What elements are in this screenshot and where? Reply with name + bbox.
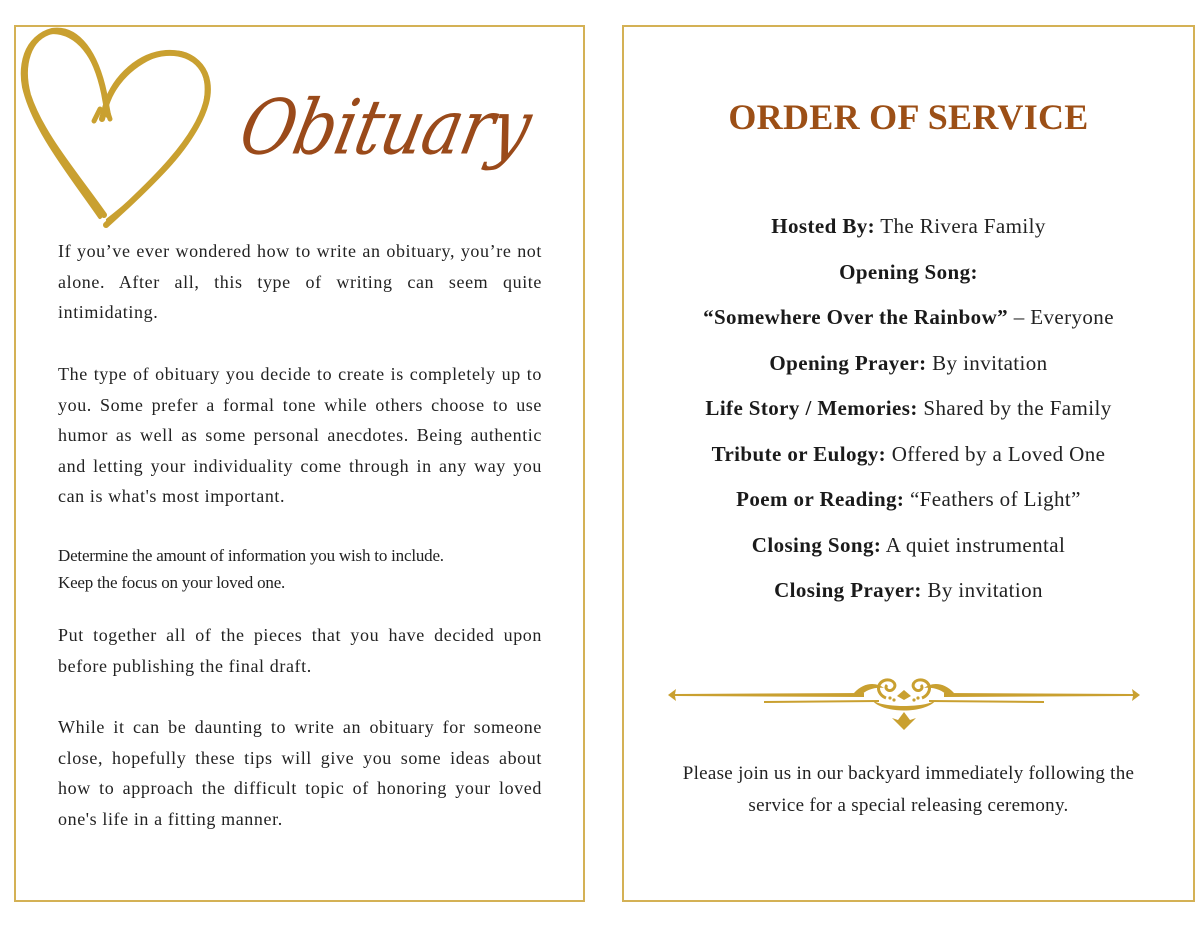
paragraph-text: While it can be daunting to write an obituary for someone close, hopefully these tips will give you some ideas about how to approach the difficult topic of honoring your loved one's life in a fitting manner. [58, 717, 542, 829]
service-item-hosted-by [624, 204, 1193, 250]
item-value: Offered by a Loved One [886, 441, 1106, 466]
service-item-tribute [624, 432, 1193, 478]
item-label: Opening Song: [839, 259, 978, 284]
order-of-service-title: ORDER OF SERVICE [728, 97, 1089, 137]
item-label: Closing Song: [751, 532, 882, 557]
footer-line: service for a special releasing ceremony. [748, 795, 1069, 816]
paragraph-closing [58, 712, 542, 834]
item-value: A quiet instrumental [881, 532, 1066, 557]
item-label: Hosted By: [771, 214, 876, 238]
service-item-song-title [624, 295, 1193, 341]
paragraph-type [58, 359, 542, 512]
service-list [624, 204, 1193, 614]
service-item-closing-song [624, 523, 1193, 569]
item-value: “Feathers of Light” [904, 487, 1081, 511]
item-label: Poem or Reading: [736, 487, 905, 511]
service-item-opening-prayer [624, 341, 1193, 387]
ornamental-divider-icon [664, 670, 1144, 732]
service-item-opening-song [624, 250, 1193, 296]
item-value: The Rivera Family [875, 214, 1046, 238]
item-label: Tribute or Eulogy: [711, 441, 887, 466]
service-item-poem [624, 477, 1193, 523]
footer-line: Please join us in our backyard immediately following the [682, 763, 1135, 784]
item-label: Life Story / Memories: [705, 396, 918, 420]
item-label: Opening Prayer: [769, 350, 927, 375]
paragraph-determine [58, 542, 542, 596]
paragraph-text: The type of obituary you decide to create is completely up to you. Some prefer a formal tone while others choose to use humor as well as some personal anecdotes. Being authentic and letting your individuality come through in any way you can is what's most important. [58, 364, 542, 507]
paragraph-text: If you’ve ever wondered how to write an obituary, you’re not alone. After all, this type of writing can seem quite intimidating. [58, 241, 542, 323]
obituary-panel [14, 25, 585, 902]
obituary-title: Obituary [232, 83, 539, 172]
heart-icon [16, 25, 216, 237]
paragraph-text: Keep the focus on your loved one. [58, 573, 286, 592]
item-value: Shared by the Family [917, 396, 1112, 420]
item-value: By invitation [926, 350, 1048, 375]
service-item-life-story [624, 386, 1193, 432]
order-of-service-panel [622, 25, 1195, 902]
item-value: – Everyone [1008, 305, 1114, 329]
service-item-closing-prayer [624, 568, 1193, 614]
paragraph-put-together [58, 620, 542, 681]
item-label: “Somewhere Over the Rainbow” [703, 305, 1009, 329]
item-value: By invitation [921, 578, 1043, 602]
paragraph-text: Put together all of the pieces that you have decided upon before publishing the final draft. [58, 625, 542, 676]
footer-note [624, 758, 1193, 822]
item-label: Closing Prayer: [774, 578, 922, 602]
paragraph-intro [58, 236, 542, 328]
paragraph-text: Determine the amount of information you wish to include. [58, 546, 444, 565]
